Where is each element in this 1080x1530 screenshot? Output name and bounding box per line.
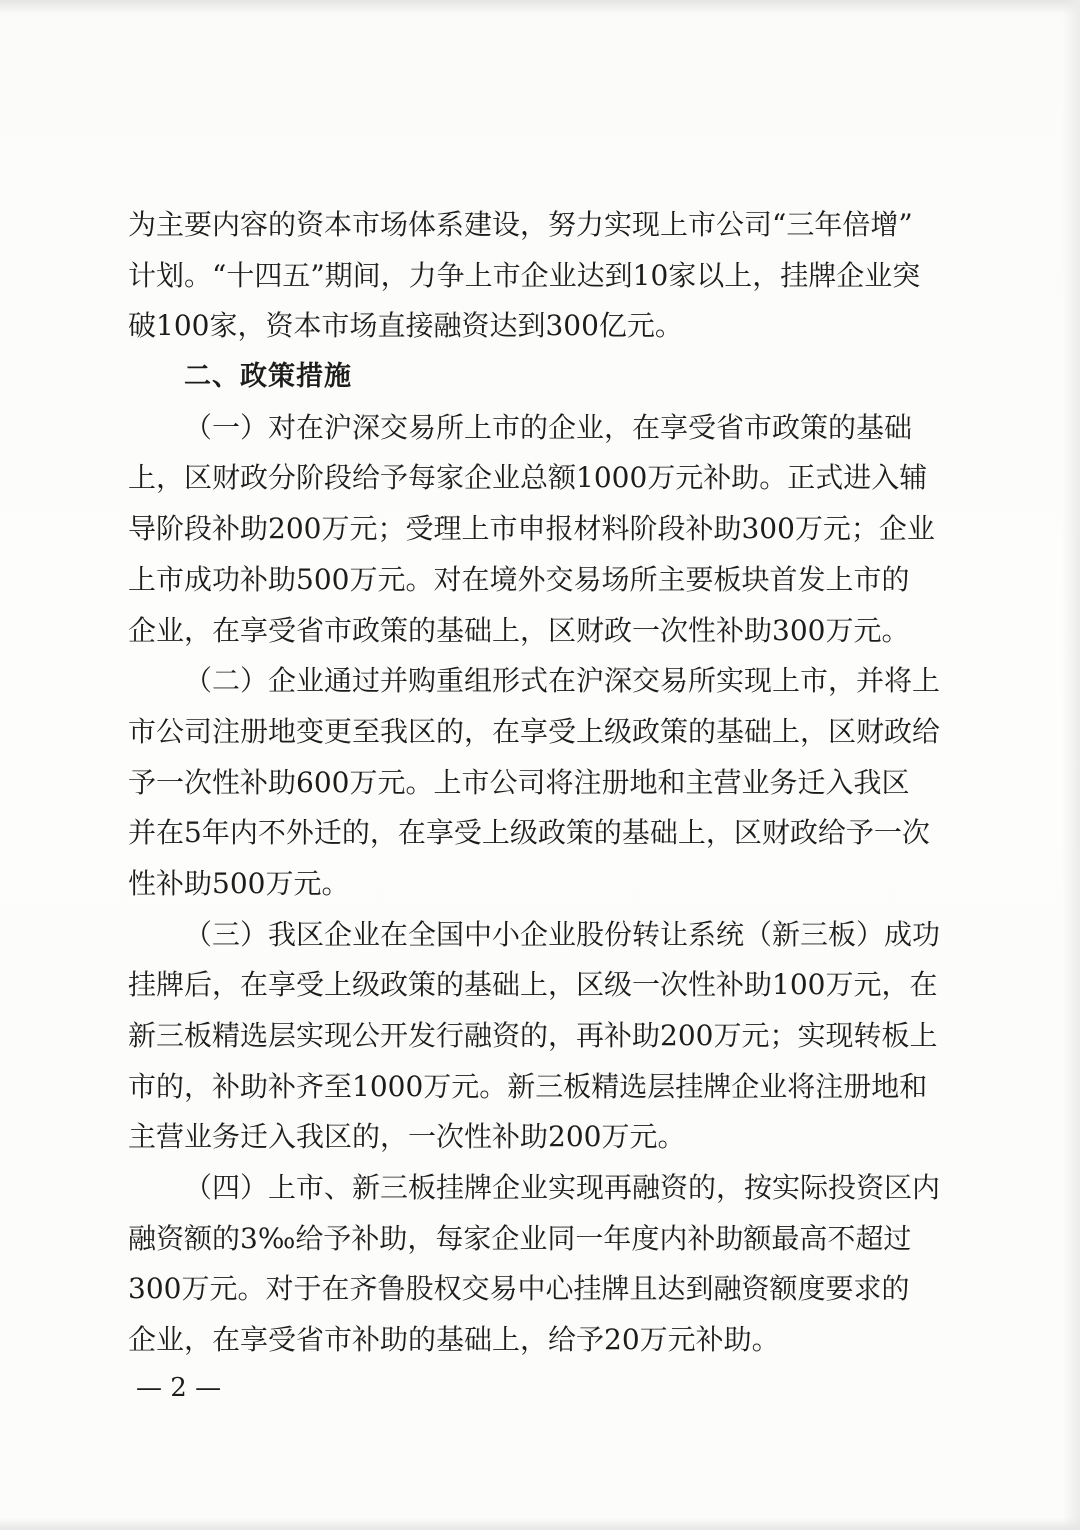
- text-line: 导阶段补助200万元；受理上市申报材料阶段补助300万元；企业: [128, 512, 935, 546]
- text-line: 破100家，资本市场直接融资达到300亿元。: [128, 309, 683, 343]
- text-line: 主营业务迁入我区的，一次性补助200万元。: [128, 1120, 686, 1154]
- text-line: （四）上市、新三板挂牌企业实现再融资的，按实际投资区内: [184, 1171, 941, 1205]
- text-line: 为主要内容的资本市场体系建设，努力实现上市公司“三年倍增”: [128, 208, 913, 241]
- text-line: 挂牌后，在享受上级政策的基础上，区级一次性补助100万元，在: [128, 968, 938, 1002]
- document-body: [128, 200, 941, 1366]
- page-edge-top: [0, 0, 1080, 14]
- section-heading: 二、政策措施: [184, 361, 352, 393]
- page-edge-right: [1062, 0, 1080, 1530]
- text-line: （一）对在沪深交易所上市的企业，在享受省市政策的基础: [184, 410, 913, 444]
- text-line: 予一次性补助600万元。上市公司将注册地和主营业务迁入我区: [128, 765, 910, 799]
- text-line: 新三板精选层实现公开发行融资的，再补助200万元；实现转板上: [128, 1019, 938, 1052]
- text-line: （三）我区企业在全国中小企业股份转让系统（新三板）成功: [184, 917, 941, 951]
- text-line: 上市成功补助500万元。对在境外交易场所主要板块首发上市的: [128, 562, 910, 596]
- text-line: 上，区财政分阶段给予每家企业总额1000万元补助。正式进入辅: [128, 461, 928, 495]
- text-line: 企业，在享受省市政策的基础上，区财政一次性补助300万元。: [128, 613, 910, 647]
- page-edge-bottom: [0, 1518, 1080, 1530]
- page-number: — 2 —: [136, 1373, 222, 1403]
- text-line: 性补助500万元。: [128, 866, 350, 900]
- text-line: 市公司注册地变更至我区的，在享受上级政策的基础上，区财政给: [128, 714, 941, 748]
- text-line: 市的，补助补齐至1000万元。新三板精选层挂牌企业将注册地和: [128, 1069, 928, 1103]
- text-line: 计划。“十四五”期间，力争上市企业达到10家以上，挂牌企业突: [128, 258, 921, 292]
- text-line: 融资额的3‰给予补助，每家企业同一年度内补助额最高不超过: [128, 1221, 912, 1255]
- text-line: （二）企业通过并购重组形式在沪深交易所实现上市，并将上: [184, 664, 941, 698]
- text-line: 企业，在享受省市补助的基础上，给予20万元补助。: [128, 1323, 780, 1357]
- text-line: 并在5年内不外迁的，在享受上级政策的基础上，区财政给予一次: [128, 816, 930, 850]
- text-line: 300万元。对于在齐鲁股权交易中心挂牌且达到融资额度要求的: [128, 1272, 910, 1306]
